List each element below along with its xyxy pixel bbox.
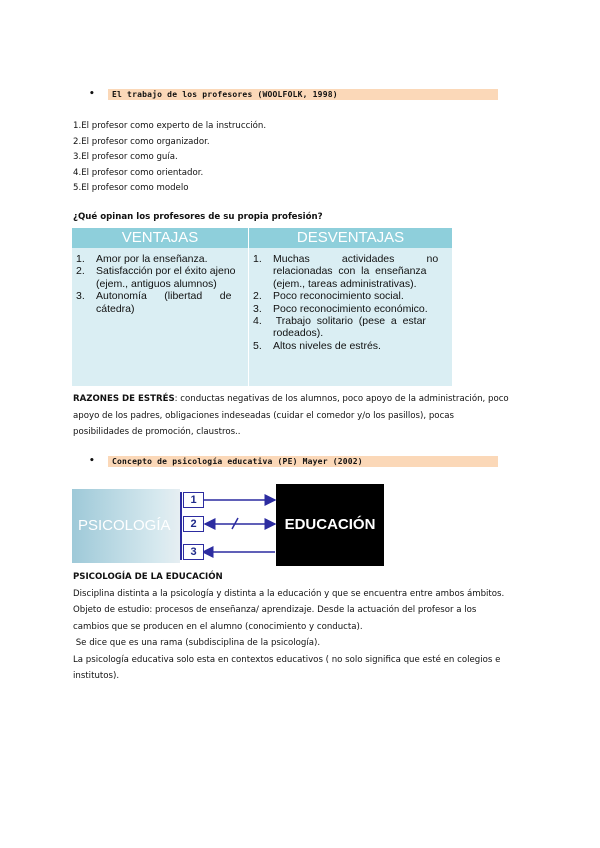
header-desventajas: DESVENTAJAS (249, 228, 452, 248)
stress-paragraph: RAZONES DE ESTRÉS: conductas negativas de los alumnos, poco apoyo de la administración, poco apoyo de los padres, obligaciones indeseadas (cuidar el comedor y/o los pasillos), pocas posibilidades de promoción, claustros.. (73, 394, 509, 437)
list-item: 1.El profesor como experto de la instrucción. (73, 121, 267, 131)
psicologia-educacion-diagram (72, 484, 384, 566)
list-item: 5.El profesor como modelo (73, 183, 189, 193)
question: ¿Qué opinan los profesores de su propia profesión? (73, 212, 323, 222)
psico-line: cambios que se producen en el alumno (conocimiento y conducta). (73, 621, 363, 632)
list-item: 4. Trabajo solitario (pese a estar rodeados). (253, 315, 426, 340)
list-item: 1. Amor por la enseñanza. (76, 253, 208, 265)
arrow-box-1: 1 (183, 492, 204, 508)
pros-cons-table (72, 228, 452, 386)
arrows-svg (72, 484, 384, 566)
psico-line: La psicología educativa solo esta en contextos educativos ( no solo significa que esté en colegios e (73, 654, 501, 665)
psico-section (73, 569, 543, 685)
section1-title: El trabajo de los profesores (WOOLFOLK, 1998) (112, 90, 338, 99)
list-item: 1. Muchas actividades no relacionadas con la enseñanza (ejem., tareas administrativas). (253, 253, 439, 290)
desventajas-list (253, 253, 449, 352)
psicologia-label: PSICOLOGÍA (78, 517, 171, 534)
arrow-box-3: 3 (183, 544, 204, 560)
list-item: 3.El profesor como guía. (73, 152, 178, 162)
psico-line: Objeto de estudio: procesos de enseñanza/ aprendizaje. Desde la actuación del profesor a los (73, 605, 477, 615)
column-divider (248, 228, 249, 386)
header-ventajas: VENTAJAS (72, 228, 248, 248)
list-item: 2. Satisfacción por el éxito ajeno (ejem., antiguos alumnos) (76, 265, 236, 290)
psico-heading: PSICOLOGÍA DE LA EDUCACIÓN (73, 572, 223, 582)
ventajas-list (76, 253, 244, 315)
roles-list (73, 119, 473, 197)
list-item: 3. Autonomía (libertad de cátedra) (76, 290, 232, 315)
list-item: 2. Poco reconocimiento social. (253, 290, 404, 303)
stress-label: RAZONES DE ESTRÉS (73, 394, 175, 404)
psico-line: Disciplina distinta a la psicología y distinta a la educación y que se encuentra entre ambos ámbitos. (73, 588, 505, 599)
list-item: 5. Altos niveles de estrés. (253, 339, 381, 352)
arrow-box-2: 2 (183, 516, 204, 532)
list-item: 2.El profesor como organizador. (73, 136, 210, 147)
educacion-label: EDUCACIÓN (284, 516, 376, 533)
list-item: 4.El profesor como orientador. (73, 167, 204, 178)
section1-bullet: • (89, 89, 95, 99)
psico-line: Se dice que es una rama (subdisciplina de la psicología). (73, 638, 321, 648)
section2-title: Concepto de psicología educativa (PE) Mayer (2002) (112, 457, 363, 466)
section2-bullet: • (89, 456, 95, 466)
list-item: 3. Poco reconocimiento económico. (253, 302, 428, 315)
psico-line: institutos). (73, 671, 120, 681)
